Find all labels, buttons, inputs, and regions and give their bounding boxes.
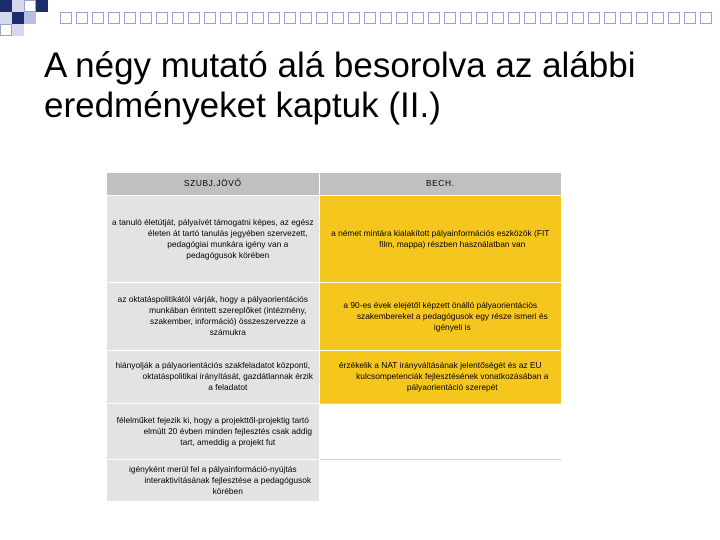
corner-decoration xyxy=(0,0,720,40)
table-cell-right xyxy=(319,282,561,350)
deco-square-outline xyxy=(652,12,664,24)
deco-square-outline xyxy=(0,24,12,36)
table-row xyxy=(107,350,561,403)
deco-square-outline xyxy=(492,12,504,24)
deco-square-light xyxy=(0,12,12,24)
cell-text: érzékelik a NAT irányváltásának jelentőségét és az EU kulcsompetenciák fejlesztésének vonatkozásában a pályaorientáció szerepét xyxy=(338,360,549,392)
table-row xyxy=(107,195,561,282)
deco-square-outline xyxy=(460,12,472,24)
deco-square-outline xyxy=(588,12,600,24)
deco-square-outline xyxy=(236,12,248,24)
deco-square-outline xyxy=(268,12,280,24)
deco-square-outline xyxy=(220,12,232,24)
deco-square-mid xyxy=(24,12,36,24)
table-cell-right xyxy=(319,195,561,282)
table-row xyxy=(107,282,561,350)
table-cell-left xyxy=(107,195,319,282)
deco-square-outline xyxy=(412,12,424,24)
deco-square-outline xyxy=(284,12,296,24)
table-cell-left xyxy=(107,459,319,501)
table-row xyxy=(107,403,561,459)
deco-square-outline xyxy=(556,12,568,24)
deco-square-outline xyxy=(348,12,360,24)
table-cell-left xyxy=(107,403,319,459)
table-cell-left xyxy=(107,350,319,403)
cell-text: hiányolják a pályaorientációs szakfeladatot központi, oktatáspolitikai irányítását, gazdátlannak érzik a feladatot xyxy=(115,360,313,392)
deco-square-outline xyxy=(76,12,88,24)
deco-square-outline xyxy=(124,12,136,24)
deco-square-outline xyxy=(332,12,344,24)
deco-square-navy xyxy=(36,0,48,12)
results-table xyxy=(107,173,561,501)
deco-square-outline xyxy=(476,12,488,24)
deco-square-outline xyxy=(252,12,264,24)
column-header-bech: BECH. xyxy=(319,173,561,195)
cell-text: a német mintára kialakított pályainformációs eszközök (FIT film, mappa) részben használatban van xyxy=(331,227,550,249)
cell-text: a 90-es évek elejétől képzett önálló pályaorientációs szakembereket a pedagógusok egy része ismeri és igényeli is xyxy=(343,299,548,332)
cell-text: igényként merül fel a pályainformáció-nyújtás interaktivításának fejlesztése a pedagógusok körében xyxy=(128,463,312,496)
cell-text: félelműket fejezik ki, hogy a projekttől-projektig tartó elmúlt 20 évben minden fejlesztés csak addig tart, ameddig a projekt fut xyxy=(116,414,313,447)
deco-square-outline xyxy=(24,0,36,12)
deco-square-outline xyxy=(60,12,72,24)
deco-square-light xyxy=(12,24,24,36)
deco-square-navy xyxy=(0,0,12,12)
table-cell-right-empty xyxy=(319,459,561,501)
deco-square-outline xyxy=(684,12,696,24)
column-header-szubj-jovo: SZUBJ.JÖVŐ xyxy=(107,173,319,195)
deco-square-outline xyxy=(316,12,328,24)
deco-square-outline xyxy=(380,12,392,24)
table-cell-right-empty xyxy=(319,403,561,459)
deco-square-outline xyxy=(668,12,680,24)
deco-square-outline xyxy=(636,12,648,24)
cell-text: az oktatáspolitikától várják, hogy a pályaorientációs munkában érintett szereplőket (intézmény, szakember, információ) összeszervezze a számukra xyxy=(117,294,308,337)
deco-square-outline xyxy=(364,12,376,24)
deco-square-outline xyxy=(428,12,440,24)
deco-square-outline xyxy=(540,12,552,24)
cell-text: a tanuló életútját, pályaívét támogatni képes, az egész életen át tartó tanulás jegyében szervezett, pedagógiai munkára igény van a pedagógusok körében xyxy=(111,216,314,260)
deco-square-outline xyxy=(156,12,168,24)
deco-square-outline xyxy=(300,12,312,24)
deco-square-navy xyxy=(12,12,24,24)
deco-square-outline xyxy=(204,12,216,24)
table-cell-left xyxy=(107,282,319,350)
page-title: A négy mutató alá besorolva az alábbi eredményeket kaptuk (II.) xyxy=(44,46,636,125)
table-header-row xyxy=(107,173,561,195)
deco-square-outline xyxy=(524,12,536,24)
deco-square-outline xyxy=(108,12,120,24)
deco-square-outline xyxy=(700,12,712,24)
deco-square-outline xyxy=(444,12,456,24)
deco-square-outline xyxy=(604,12,616,24)
deco-square-outline xyxy=(92,12,104,24)
deco-square-outline xyxy=(508,12,520,24)
deco-square-outline xyxy=(572,12,584,24)
deco-square-outline xyxy=(620,12,632,24)
table-cell-right xyxy=(319,350,561,403)
deco-square-light xyxy=(12,0,24,12)
table-row xyxy=(107,459,561,501)
deco-square-outline xyxy=(396,12,408,24)
deco-square-outline xyxy=(188,12,200,24)
deco-square-outline xyxy=(140,12,152,24)
deco-square-outline xyxy=(172,12,184,24)
